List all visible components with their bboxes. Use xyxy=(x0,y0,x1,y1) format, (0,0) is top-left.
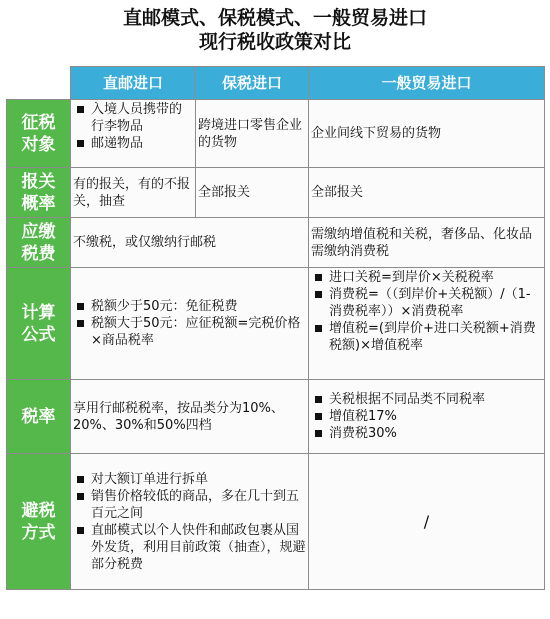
cell-direct-bonded-formula xyxy=(71,268,309,380)
column-header-general-trade: 一般贸易进口 xyxy=(309,67,545,100)
list-item: 税额少于50元：免征税费 xyxy=(73,298,306,315)
row-header-tax-object: 征税 对象 xyxy=(7,100,71,168)
cell-general-trade-declaration: 全部报关 xyxy=(309,168,545,218)
list-item: 销售价格较低的商品，多在几十到五百元之间 xyxy=(73,488,306,522)
list-item: 入境人员携带的行李物品 xyxy=(73,101,193,135)
cell-direct-bonded-avoidance xyxy=(71,454,309,590)
header-row xyxy=(7,67,545,100)
cell-bonded-tax-object: 跨境进口零售企业的货物 xyxy=(196,100,309,168)
list-item: 关税根据不同品类不同税率 xyxy=(311,391,542,408)
cell-general-trade-formula xyxy=(309,268,545,380)
comparison-table xyxy=(6,66,545,590)
list-item: 增值税=(到岸价+进口关税额+消费税额)×增值税率 xyxy=(311,320,542,354)
page-title xyxy=(0,6,550,54)
row-header-declaration-rate: 报关 概率 xyxy=(7,168,71,218)
column-header-direct-mail: 直邮进口 xyxy=(71,67,196,100)
cell-direct-bonded-rate: 享用行邮税税率，按品类分为10%、20%、30%和50%四档 xyxy=(71,380,309,454)
table-row xyxy=(7,168,545,218)
corner-cell xyxy=(7,67,71,100)
cell-bonded-declaration: 全部报关 xyxy=(196,168,309,218)
title-line-2: 现行税收政策对比 xyxy=(198,31,351,53)
list-item: 邮递物品 xyxy=(73,135,193,152)
list-item: 进口关税=到岸价×关税税率 xyxy=(311,269,542,286)
table-row xyxy=(7,100,545,168)
list-item: 直邮模式以个人快件和邮政包裹从国外发货，利用目前政策（抽查），规避部分税费 xyxy=(73,522,306,573)
cell-general-trade-rate xyxy=(309,380,545,454)
list-item: 消费税30% xyxy=(311,425,542,442)
list-item: 消费税=（（到岸价+关税额）/（1-消费税率））×消费税率 xyxy=(311,286,542,320)
column-header-bonded: 保税进口 xyxy=(196,67,309,100)
row-header-tax-avoidance: 避税 方式 xyxy=(7,454,71,590)
cell-direct-bonded-payable: 不缴税，或仅缴纳行邮税 xyxy=(71,218,309,268)
title-line-1: 直邮模式、保税模式、一般贸易进口 xyxy=(122,7,427,29)
cell-general-trade-payable: 需缴纳增值税和关税，奢侈品、化妆品需缴纳消费税 xyxy=(309,218,545,268)
row-header-payable-taxes: 应缴 税费 xyxy=(7,218,71,268)
list-item: 税额大于50元：应征税额=完税价格×商品税率 xyxy=(73,315,306,349)
table-row xyxy=(7,380,545,454)
row-header-formula: 计算 公式 xyxy=(7,268,71,380)
table-row xyxy=(7,218,545,268)
table-row xyxy=(7,268,545,380)
cell-direct-mail-declaration: 有的报关，有的不报关，抽查 xyxy=(71,168,196,218)
list-item: 增值税17% xyxy=(311,408,542,425)
cell-general-trade-avoidance: / xyxy=(309,454,545,590)
cell-general-trade-tax-object: 企业间线下贸易的货物 xyxy=(309,100,545,168)
table-row xyxy=(7,454,545,590)
row-header-tax-rate: 税率 xyxy=(7,380,71,454)
cell-direct-mail-tax-object xyxy=(71,100,196,168)
list-item: 对大额订单进行拆单 xyxy=(73,471,306,488)
